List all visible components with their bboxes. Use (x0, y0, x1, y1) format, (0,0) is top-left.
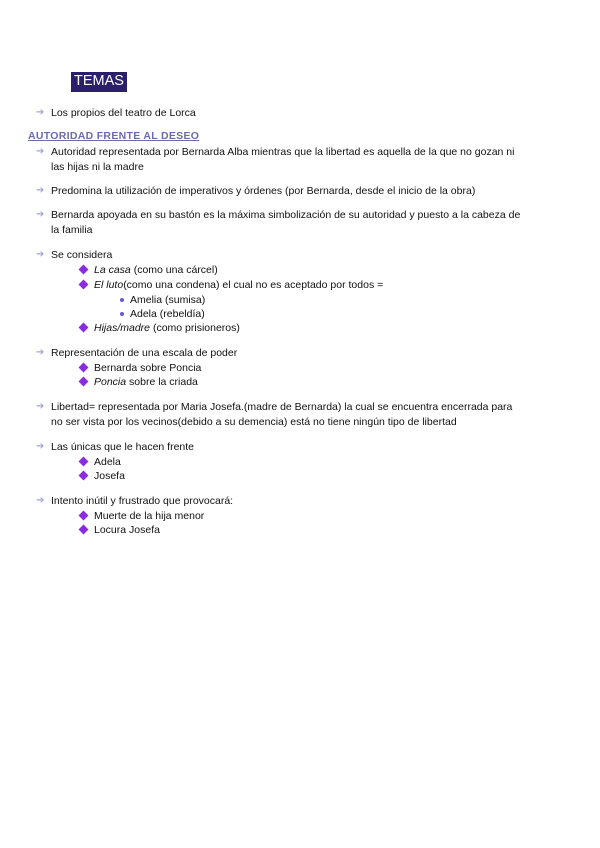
page-title: TEMAS (71, 72, 127, 92)
list-item (36, 145, 526, 174)
sub-list-item-text: Poncia sobre la criada (94, 376, 198, 388)
sub-list-item (80, 375, 520, 390)
list-item-text: Las únicas que le hacen frente (51, 441, 195, 453)
sub-list-item-text: Josefa (94, 470, 125, 482)
arrow-icon: ➔ (36, 347, 45, 358)
diamond-icon (79, 377, 89, 387)
sub-list-item (80, 523, 520, 538)
diamond-icon (79, 471, 89, 481)
emphasis: El luto (94, 279, 124, 291)
sub-list-item (80, 455, 520, 470)
diamond-icon (79, 323, 89, 333)
dot-icon (120, 312, 124, 316)
emphasis: Hijas/madre (94, 322, 151, 334)
list-item (36, 400, 526, 429)
arrow-icon: ➔ (36, 146, 45, 157)
sub-list-item-text: Locura Josefa (94, 524, 160, 536)
sub-list-item-text: La casa (como una cárcel) (94, 264, 218, 276)
diamond-icon (79, 280, 89, 290)
list-item-text: Predomina la utilización de imperativos y órdenes (por Bernarda, desde el inicio de la obra) (51, 185, 476, 197)
arrow-icon: ➔ (36, 185, 45, 196)
arrow-icon: ➔ (36, 209, 45, 220)
list-item (36, 440, 526, 455)
list-item (36, 248, 526, 263)
list-item-text: Libertad= representada por Maria Josefa.(madre de Bernarda) la cual se encuentra encerrada para no ser vista por los vecinos(debido a su demencia) está no tiene ningún tipo de libertad (51, 401, 513, 428)
list-item-text: Autoridad representada por Bernarda Alba mientras que la libertad es aquella de la que no gozan ni las hijas ni la madre (51, 146, 515, 173)
sub-list-item-text: Bernarda sobre Poncia (94, 362, 202, 374)
emphasis: La casa (94, 264, 131, 276)
list-item (36, 208, 526, 237)
diamond-icon (79, 265, 89, 275)
list-item-text: Representación de una escala de poder (51, 347, 238, 359)
sub-list-item-text: Adela (94, 456, 121, 468)
arrow-icon: ➔ (36, 401, 45, 412)
diamond-icon (79, 363, 89, 373)
sub-list-item-text: Muerte de la hija menor (94, 510, 205, 522)
list-item (36, 346, 526, 361)
list-item (36, 106, 526, 121)
arrow-icon: ➔ (36, 249, 45, 260)
arrow-icon: ➔ (36, 441, 45, 452)
sub-list-item (80, 278, 520, 293)
section-heading: AUTORIDAD FRENTE AL DESEO (28, 130, 200, 142)
sub-sub-list-item (120, 293, 420, 308)
sub-list-item-text: Hijas/madre (como prisioneros) (94, 322, 240, 334)
list-item-text: Los propios del teatro de Lorca (51, 107, 196, 119)
sub-list-item (80, 361, 520, 376)
sub-list-item (80, 469, 520, 484)
sub-list-item (80, 509, 520, 524)
sub-list-item (80, 263, 520, 278)
emphasis: Poncia (94, 376, 127, 388)
list-item-text: Intento inútil y frustrado que provocará: (51, 495, 234, 507)
sub-list-item-text: El luto(como una condena) el cual no es aceptado por todos = (94, 279, 384, 291)
list-item (36, 494, 526, 509)
sub-sub-list-item-text: Amelia (sumisa) (130, 294, 206, 306)
list-item (36, 184, 526, 199)
list-item-text: Se considera (51, 249, 113, 261)
diamond-icon (79, 511, 89, 521)
sub-sub-list-item (120, 307, 420, 322)
sub-sub-list-item-text: Adela (rebeldía) (130, 308, 205, 320)
sub-list-item (80, 321, 520, 336)
diamond-icon (79, 457, 89, 467)
diamond-icon (79, 525, 89, 535)
arrow-icon: ➔ (36, 107, 45, 118)
dot-icon (120, 298, 124, 302)
list-item-text: Bernarda apoyada en su bastón es la máxima simbolización de su autoridad y puesto a la cabeza de la familia (51, 209, 521, 236)
arrow-icon: ➔ (36, 495, 45, 506)
